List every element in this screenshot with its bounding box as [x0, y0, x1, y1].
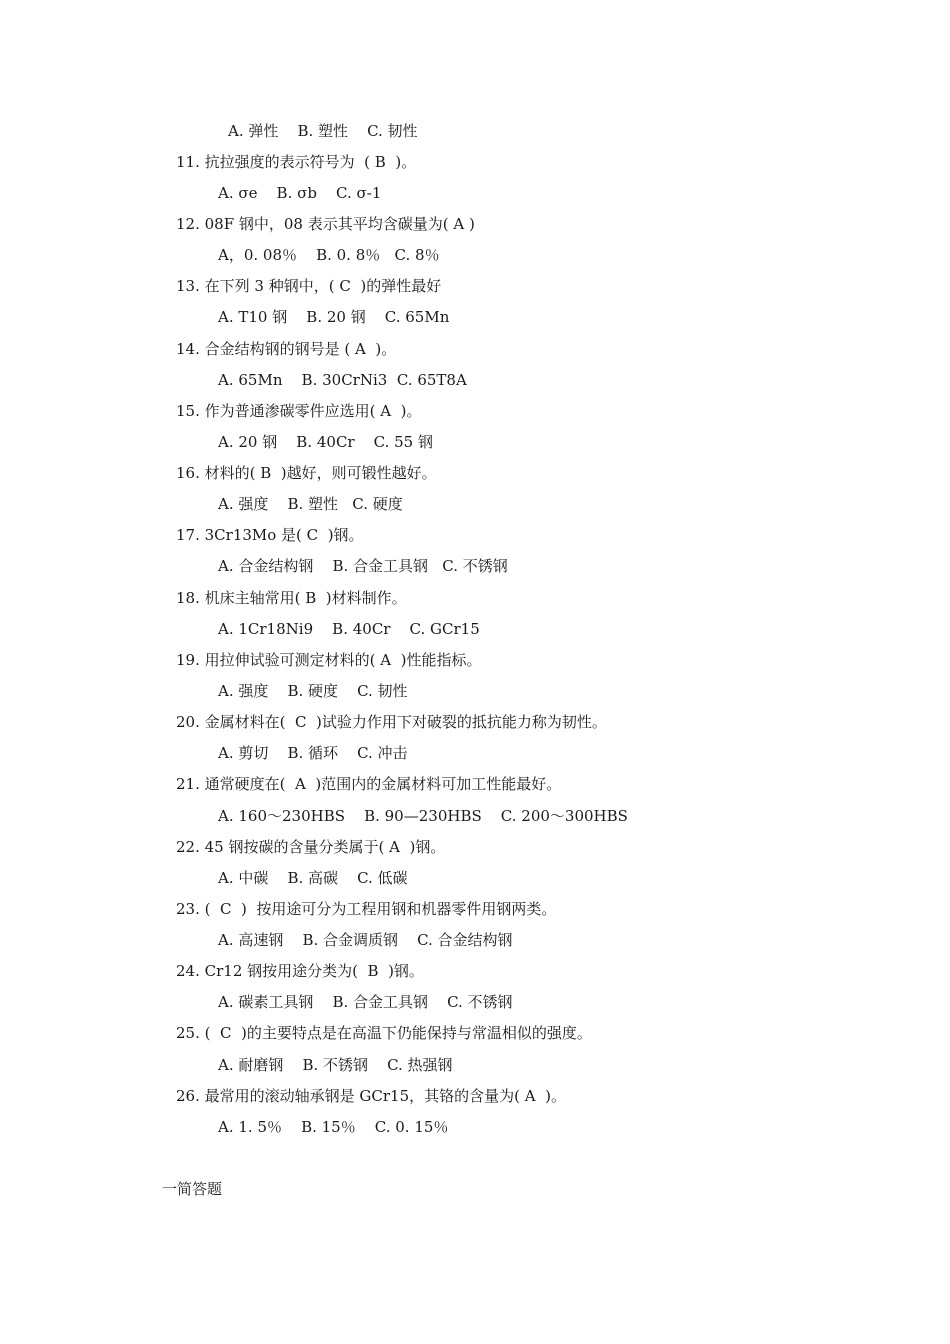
question-12: 12. 08F 钢中，08 表示其平均含碳量为( A )	[176, 215, 475, 233]
question-26: 26. 最常用的滚动轴承钢是 GCr15，其铬的含量为( A )。	[176, 1087, 566, 1105]
options-line: A. 剪切 B. 循环 C. 冲击	[218, 744, 408, 762]
question-23: 23. ( C ) 按用途可分为工程用钢和机器零件用钢两类。	[176, 900, 557, 918]
question-16: 16. 材料的( B )越好，则可锻性越好。	[176, 464, 437, 482]
options-line: A. 20 钢 B. 40Cr C. 55 钢	[218, 433, 433, 451]
options-line: A. 弹性 B. 塑性 C. 韧性	[228, 122, 418, 140]
options-line: A. 中碳 B. 高碳 C. 低碳	[218, 869, 408, 887]
options-line: A. 1Cr18Ni9 B. 40Cr C. GCr15	[218, 620, 480, 638]
options-line: A，0. 08％ B. 0. 8％ C. 8％	[218, 246, 440, 264]
question-21: 21. 通常硬度在( A )范围内的金属材料可加工性能最好。	[176, 775, 562, 793]
options-line: A. 强度 B. 硬度 C. 韧性	[218, 682, 408, 700]
options-line: A. 65Mn B. 30CrNi3 C. 65T8A	[218, 371, 467, 389]
question-24: 24. Cr12 钢按用途分类为( B )钢。	[176, 962, 424, 980]
question-11: 11. 抗拉强度的表示符号为 ( B )。	[176, 153, 417, 171]
question-20: 20. 金属材料在( C )试验力作用下对破裂的抵抗能力称为韧性。	[176, 713, 607, 731]
question-15: 15. 作为普通渗碳零件应选用( A )。	[176, 402, 422, 420]
options-line: A. 碳素工具钢 B. 合金工具钢 C. 不锈钢	[218, 993, 513, 1011]
options-line: A. 高速钢 B. 合金调质钢 C. 合金结构钢	[218, 931, 513, 949]
options-line: A. σe B. σb C. σ-1	[218, 184, 382, 202]
question-22: 22. 45 钢按碳的含量分类属于( A )钢。	[176, 838, 446, 856]
question-19: 19. 用拉伸试验可测定材料的( A )性能指标。	[176, 651, 482, 669]
question-25: 25. ( C )的主要特点是在高温下仍能保持与常温相似的强度。	[176, 1024, 592, 1042]
options-line: A. 耐磨钢 B. 不锈钢 C. 热强钢	[218, 1056, 453, 1074]
options-line: A. T10 钢 B. 20 钢 C. 65Mn	[218, 308, 450, 326]
question-14: 14. 合金结构钢的钢号是 ( A )。	[176, 340, 397, 358]
options-line: A. 强度 B. 塑性 C. 硬度	[218, 495, 403, 513]
question-17: 17. 3Cr13Mo 是( C )钢。	[176, 526, 364, 544]
section-title: 一简答题	[162, 1180, 223, 1198]
options-line: A. 1. 5％ B. 15％ C. 0. 15％	[218, 1118, 449, 1136]
question-13: 13. 在下列 3 种钢中，( C )的弹性最好	[176, 277, 442, 295]
options-line: A. 160～230HBS B. 90—230HBS C. 200～300HBS	[218, 807, 628, 825]
question-18: 18. 机床主轴常用( B )材料制作。	[176, 589, 407, 607]
options-line: A. 合金结构钢 B. 合金工具钢 C. 不锈钢	[218, 557, 508, 575]
